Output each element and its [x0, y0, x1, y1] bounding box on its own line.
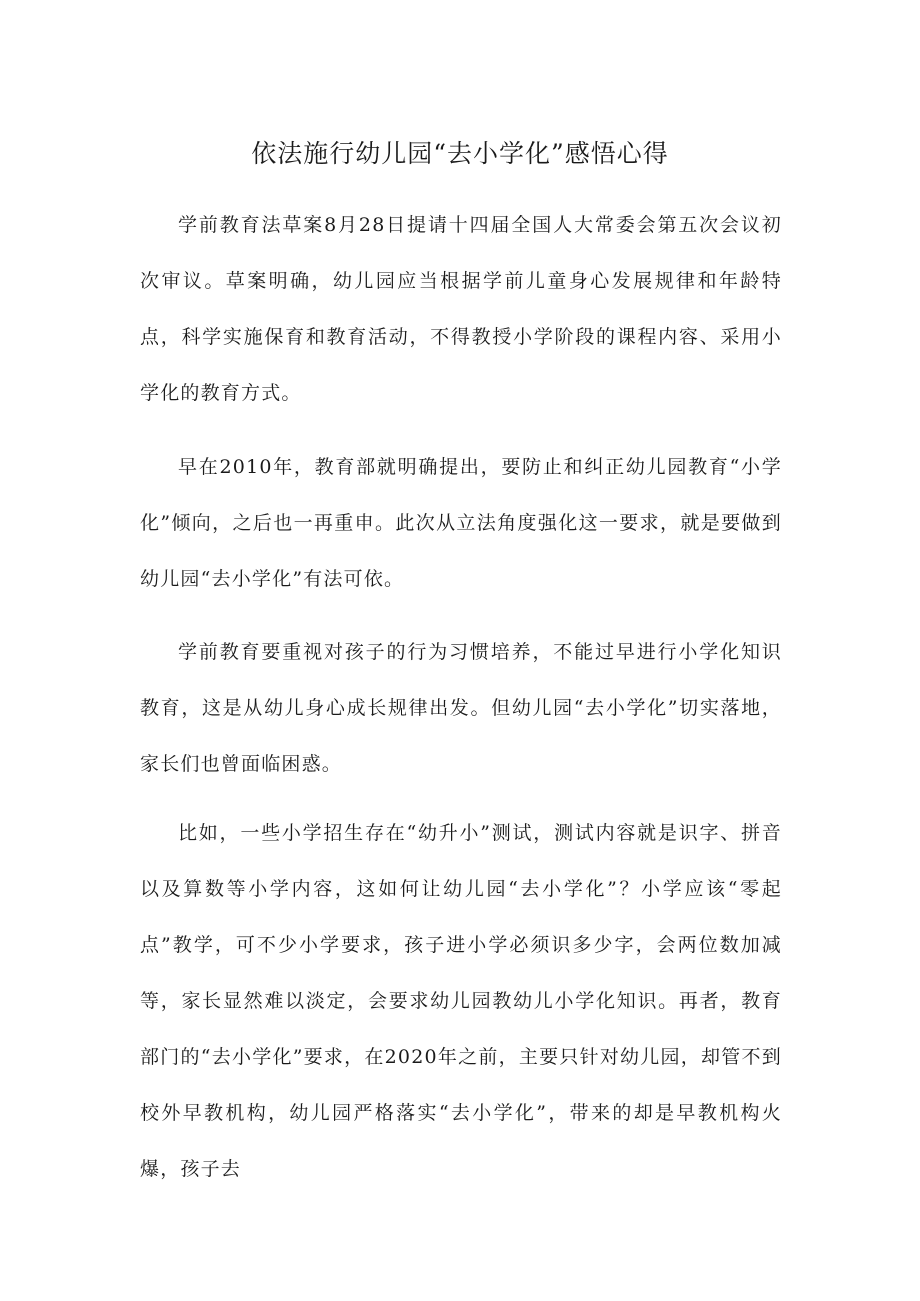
- paragraph: 学前教育法草案8月28日提请十四届全国人大常委会第五次会议初次审议。草案明确，幼儿园应当根据学前儿童身心发展规律和年龄特点，科学实施保育和教育活动，不得教授小学阶段的课程内容、采用小学化的教育方式。: [140, 214, 782, 404]
- document-title: 依法施行幼儿园“去小学化”感悟心得: [251, 139, 669, 168]
- paragraph: 学前教育要重视对孩子的行为习惯培养，不能过早进行小学化知识教育，这是从幼儿身心成长规律出发。但幼儿园“去小学化”切实落地，家长们也曾面临困惑。: [140, 641, 782, 775]
- paragraph: 早在2010年，教育部就明确提出，要防止和纠正幼儿园教育“小学化”倾向，之后也一再重申。此次从立法角度强化这一要求，就是要做到幼儿园“去小学化”有法可依。: [140, 456, 782, 590]
- paragraph: 比如，一些小学招生存在“幼升小”测试，测试内容就是识字、拼音以及算数等小学内容，这如何让幼儿园“去小学化”？小学应该“零起点”教学，可不少小学要求，孩子进小学必须识多少字，会两位数加减等，家长显然难以淡定，会要求幼儿园教幼儿小学化知识。再者，教育部门的“去小学化”要求，在2020年之前，主要只针对幼儿园，却管不到校外早教机构，幼儿园严格落实“去小学化”，带来的却是早教机构火爆，孩子去: [140, 822, 782, 1180]
